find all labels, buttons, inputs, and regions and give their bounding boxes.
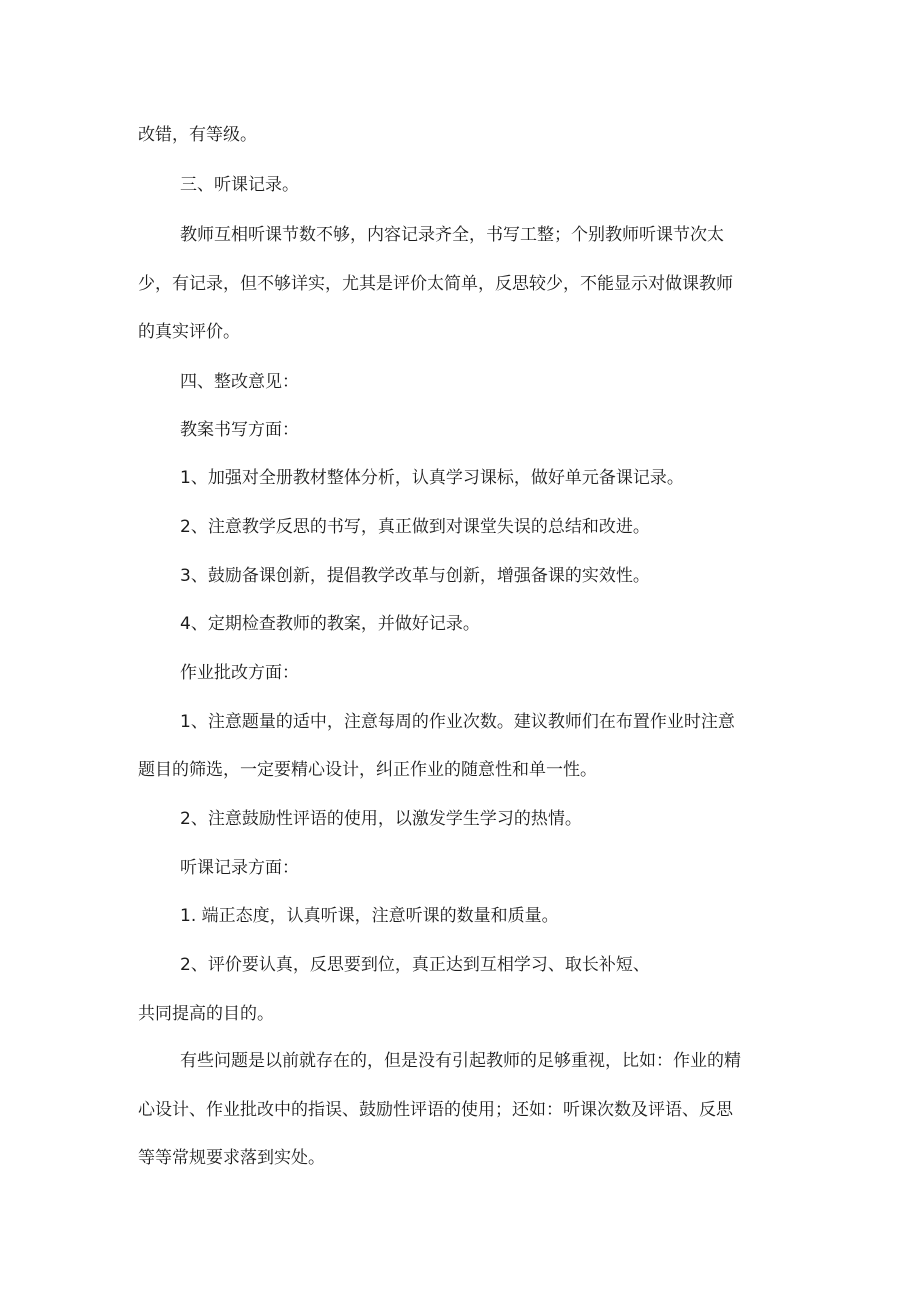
list-item: 1、注意题量的适中，注意每周的作业次数。建议教师们在布置作业时注意 (180, 712, 735, 732)
paragraph-line: 教师互相听课节数不够，内容记录齐全，书写工整；个别教师听课节次太 (180, 225, 724, 245)
list-item-continuation: 共同提高的目的。 (138, 1004, 274, 1024)
paragraph-line: 的真实评价。 (138, 322, 240, 342)
subsection-heading: 作业批改方面： (180, 663, 299, 683)
subsection-heading: 教案书写方面： (180, 420, 299, 440)
list-item-continuation: 题目的筛选，一定要精心设计，纠正作业的随意性和单一性。 (138, 760, 597, 780)
paragraph-line: 心设计、作业批改中的指误、鼓励性评语的使用；还如：听课次数及评语、反思 (138, 1100, 733, 1120)
list-item: 2、注意教学反思的书写，真正做到对课堂失误的总结和改进。 (180, 517, 650, 537)
list-item: 3、鼓励备课创新，提倡教学改革与创新，增强备课的实效性。 (180, 566, 650, 586)
paragraph-line: 有些问题是以前就存在的，但是没有引起教师的足够重视，比如：作业的精 (180, 1051, 741, 1071)
list-item: 2、注意鼓励性评语的使用，以激发学生学习的热情。 (180, 809, 582, 829)
list-item: 4、定期检查教师的教案，并做好记录。 (180, 614, 480, 634)
paragraph-line: 少，有记录，但不够详实，尤其是评价太简单，反思较少，不能显示对做课教师 (138, 274, 733, 294)
list-item: 1. 端正态度，认真听课，注意听课的数量和质量。 (180, 906, 559, 926)
list-item: 1、加强对全册教材整体分析，认真学习课标，做好单元备课记录。 (180, 468, 684, 488)
text-line-continuation: 改错，有等级。 (138, 125, 257, 145)
list-item: 2、评价要认真，反思要到位，真正达到互相学习、取长补短、 (180, 955, 650, 975)
paragraph-line: 等等常规要求落到实处。 (138, 1148, 325, 1168)
section-heading-3: 三、听课记录。 (180, 175, 299, 195)
subsection-heading: 听课记录方面： (180, 858, 299, 878)
section-heading-4: 四、整改意见： (180, 372, 299, 392)
